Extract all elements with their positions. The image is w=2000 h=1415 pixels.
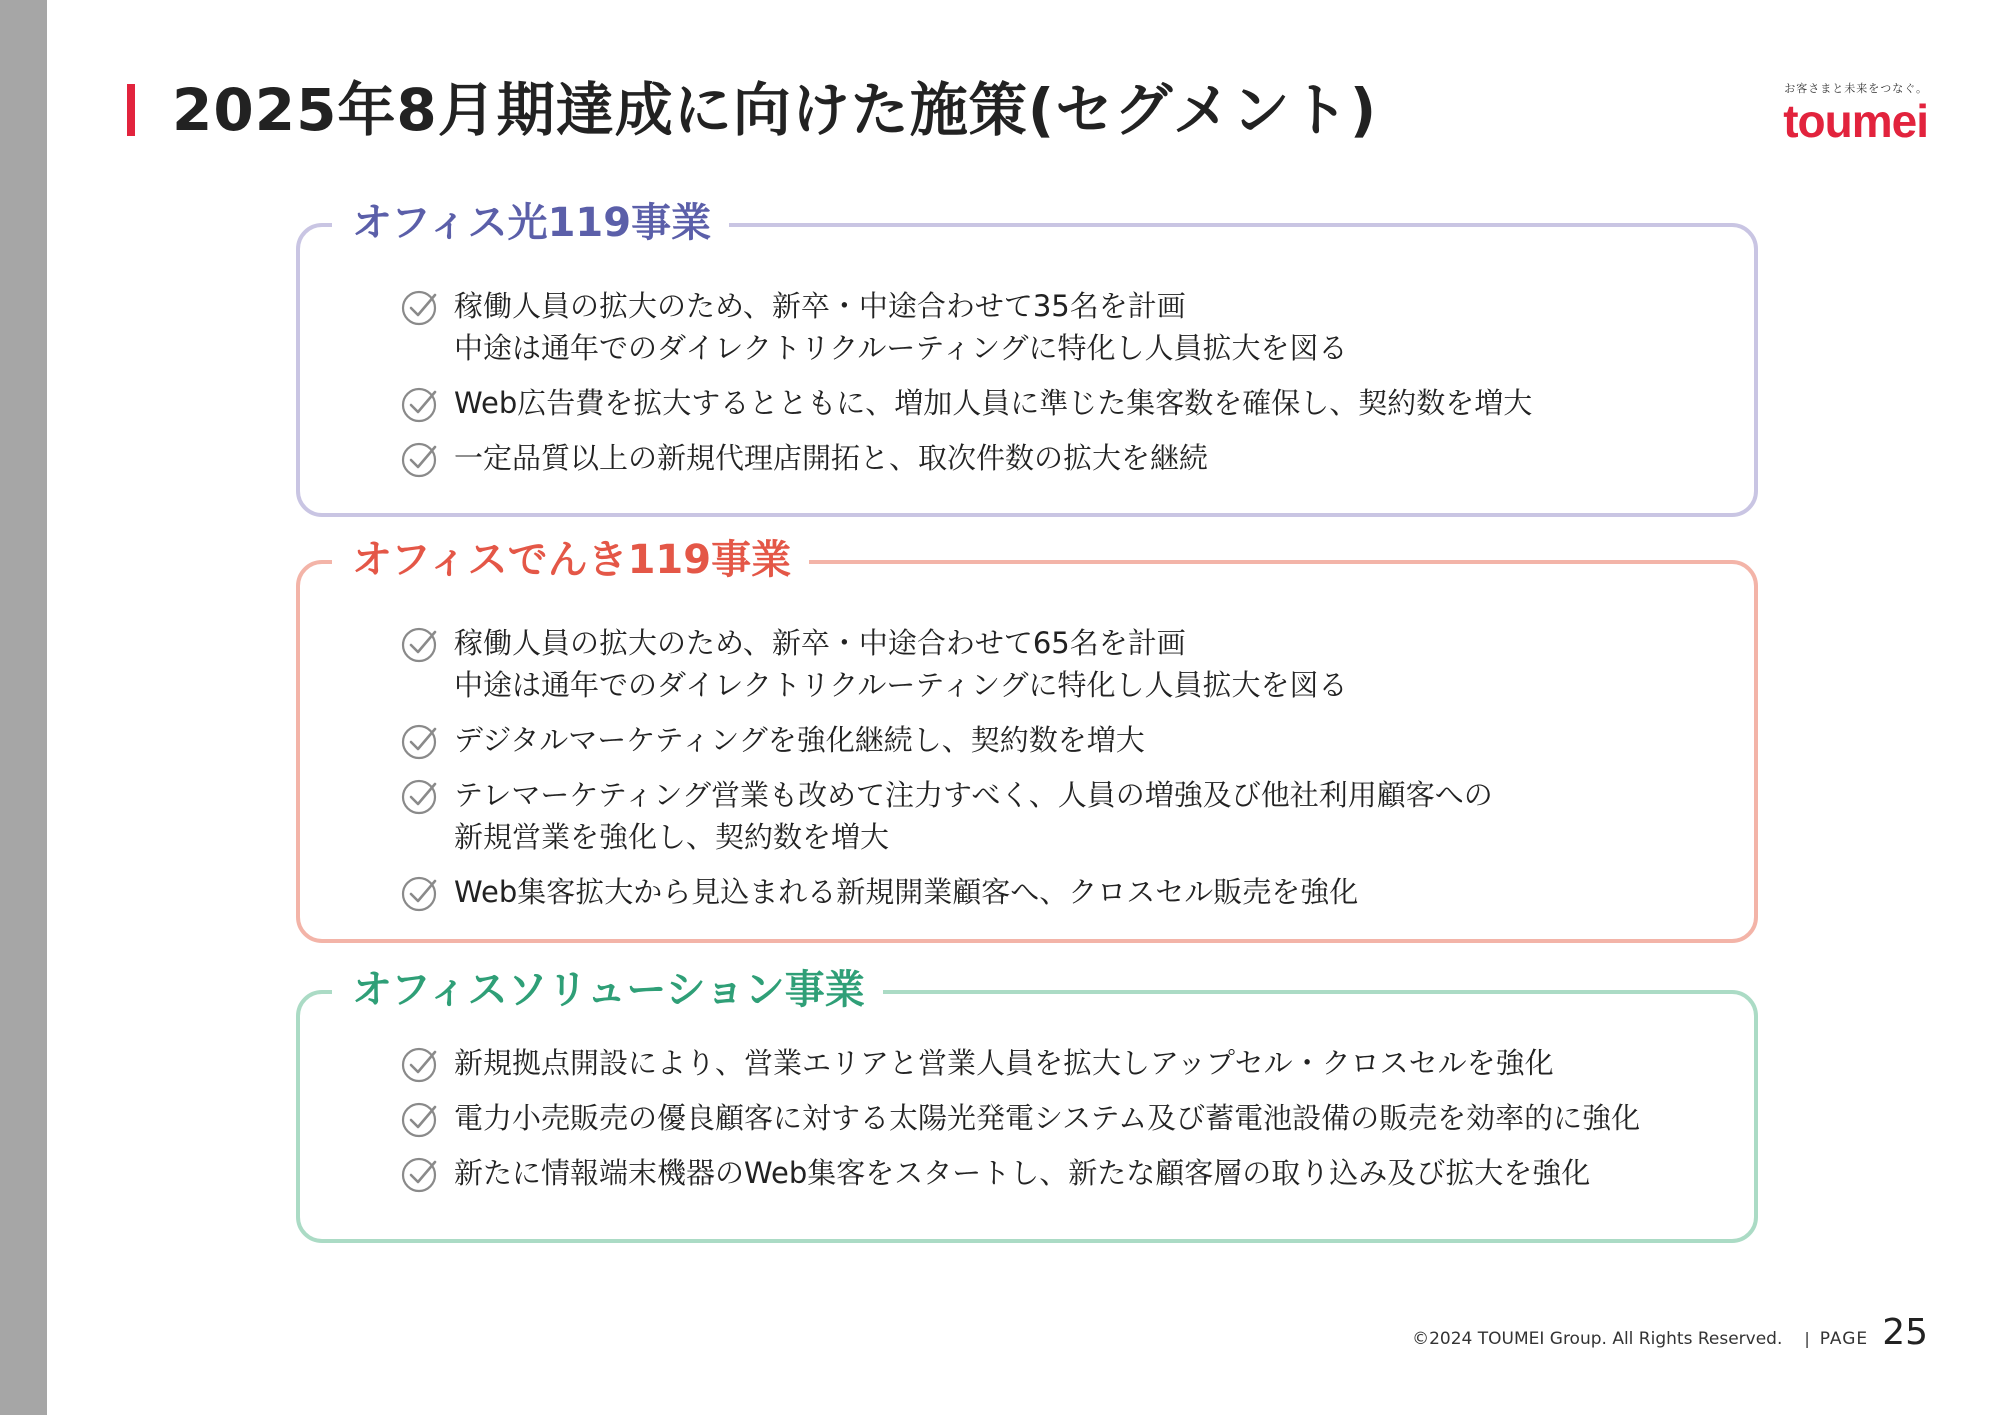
toumei-logo xyxy=(1783,80,1928,146)
list-item xyxy=(400,774,1493,858)
list-item xyxy=(400,382,1532,424)
side-bar xyxy=(0,0,47,1415)
title-accent-bar xyxy=(127,84,135,136)
check-circle-icon xyxy=(400,1044,440,1084)
check-circle-icon xyxy=(400,1154,440,1194)
list-item xyxy=(400,719,1493,761)
section-office-solution xyxy=(296,967,1758,1243)
item-text-line: Web広告費を拡大するとともに、増加人員に準じた集客数を確保し、契約数を増大 xyxy=(454,386,1533,420)
section-office-hikari xyxy=(296,200,1758,517)
item-list xyxy=(400,622,1493,926)
check-circle-icon xyxy=(400,384,440,424)
list-item xyxy=(400,1042,1640,1084)
check-circle-icon xyxy=(400,1099,440,1139)
item-text-line: 中途は通年でのダイレクトリクルーティングに特化し人員拡大を図る xyxy=(454,668,1348,702)
copyright-text: ©2024 TOUMEI Group. All Rights Reserved. xyxy=(1412,1329,1783,1349)
item-text-line: 新規営業を強化し、契約数を増大 xyxy=(454,820,890,854)
page-label: PAGE xyxy=(1819,1329,1869,1349)
item-list xyxy=(400,285,1532,492)
check-circle-icon xyxy=(400,873,440,913)
list-item xyxy=(400,1152,1640,1194)
footer-separator: | xyxy=(1804,1329,1810,1348)
item-text-line: 電力小売販売の優良顧客に対する太陽光発電システム及び蓄電池設備の販売を効率的に強化 xyxy=(454,1101,1641,1135)
list-item xyxy=(400,1097,1640,1139)
page-title: 2025年8月期達成に向けた施策(セグメント) xyxy=(172,76,1378,144)
item-text-line: 新たに情報端末機器のWeb集客をスタートし、新たな顧客層の取り込み及び拡大を強化 xyxy=(454,1156,1591,1190)
page-number: 25 xyxy=(1882,1312,1928,1353)
section-title: オフィス光119事業 xyxy=(332,183,729,263)
section-title: オフィスソリューション事業 xyxy=(332,950,883,1030)
list-item xyxy=(400,871,1493,913)
item-text-line: 一定品質以上の新規代理店開拓と、取次件数の拡大を継続 xyxy=(454,441,1209,475)
item-text-line: 稼働人員の拡大のため、新卒・中途合わせて65名を計画 xyxy=(454,626,1186,660)
list-item xyxy=(400,622,1493,706)
item-text-line: 稼働人員の拡大のため、新卒・中途合わせて35名を計画 xyxy=(454,289,1186,323)
item-text-line: テレマーケティング営業も改めて注力すべく、人員の増強及び他社利用顧客への xyxy=(454,778,1493,812)
item-text-line: 新規拠点開設により、営業エリアと営業人員を拡大しアップセル・クロスセルを強化 xyxy=(454,1046,1554,1080)
item-text-line: デジタルマーケティングを強化継続し、契約数を増大 xyxy=(454,723,1145,757)
list-item xyxy=(400,437,1532,479)
logo-tagline: お客さまと未来をつなぐ。 xyxy=(1784,82,1928,95)
check-circle-icon xyxy=(400,439,440,479)
footer xyxy=(1412,1312,1928,1353)
check-circle-icon xyxy=(400,287,440,327)
logo-wordmark: toumei xyxy=(1783,95,1928,147)
item-text-line: Web集客拡大から見込まれる新規開業顧客へ、クロスセル販売を強化 xyxy=(454,875,1359,909)
check-circle-icon xyxy=(400,624,440,664)
item-list xyxy=(400,1042,1640,1207)
section-title: オフィスでんき119事業 xyxy=(332,520,809,600)
check-circle-icon xyxy=(400,721,440,761)
section-office-denki xyxy=(296,537,1758,943)
check-circle-icon xyxy=(400,776,440,816)
item-text-line: 中途は通年でのダイレクトリクルーティングに特化し人員拡大を図る xyxy=(454,331,1348,365)
list-item xyxy=(400,285,1532,369)
